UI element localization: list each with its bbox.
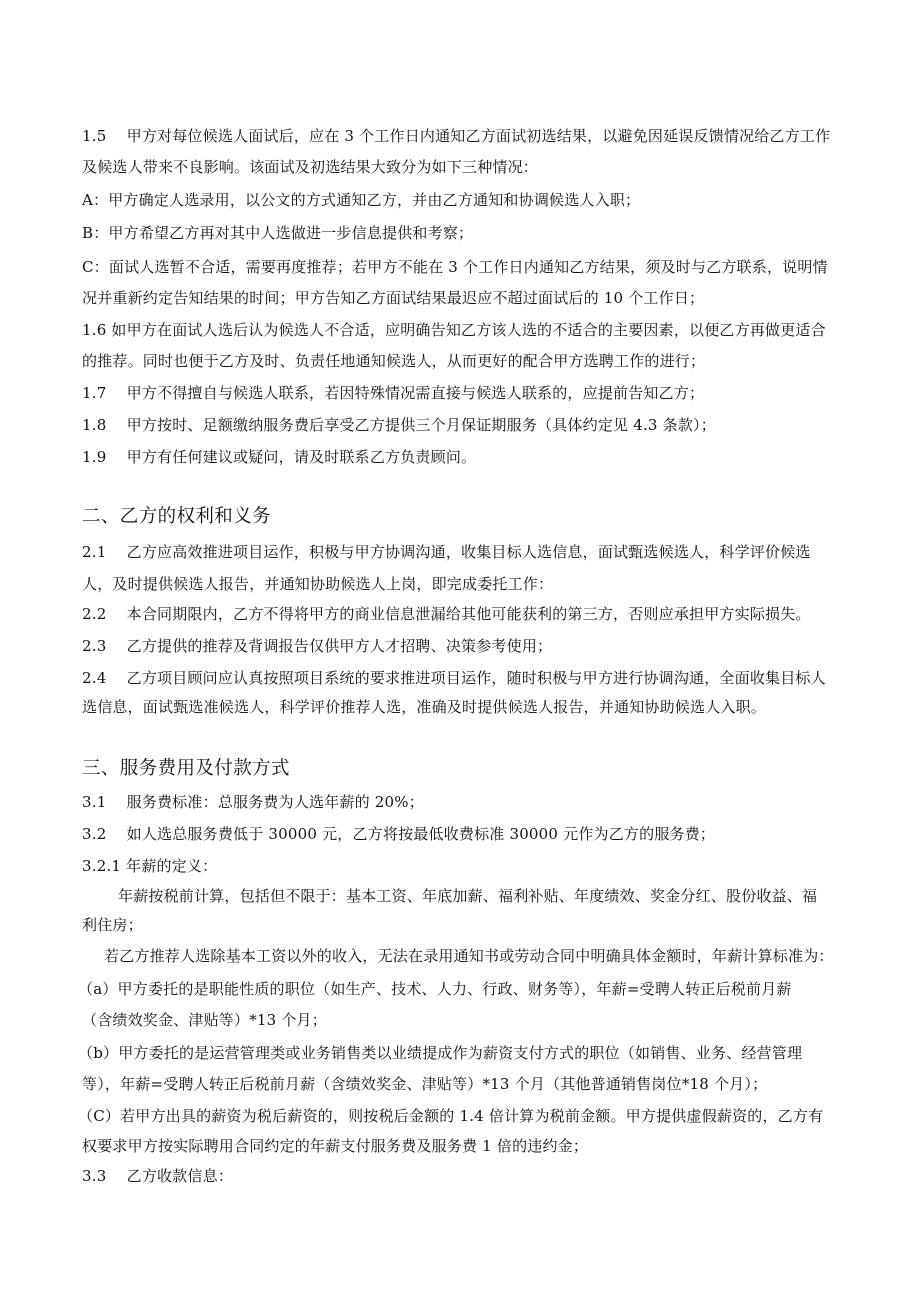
clause-1-5-line-2: 及候选人带来不良影响。该面试及初选结果大致分为如下三种情况：	[82, 158, 539, 176]
section-2-heading: 二、乙方的权利和义务	[82, 506, 272, 527]
clause-2-4-line-1: 2.4 乙方项目顾问应认真按照项目系统的要求推进项目运作，随时积极与甲方进行协调沟通，全面收集目标人	[82, 669, 826, 687]
clause-3-2-line: 3.2 如人选总服务费低于 30000 元，乙方将按最低收费标准 30000 元作为乙方的服务费；	[82, 825, 716, 843]
section-3-heading: 三、服务费用及付款方式	[82, 758, 290, 779]
clause-2-1-line-1: 2.1 乙方应高效推进项目运作，积极与甲方协调沟通，收集目标人选信息，面试甄选候选人，科学评价候选	[82, 543, 811, 561]
clause-3-3-line: 3.3 乙方收款信息：	[82, 1167, 234, 1185]
clause-1-5-line-1: 1.5 甲方对每位候选人面试后，应在 3 个工作日内通知乙方面试初选结果，以避免因延误反馈情况给乙方工作	[82, 127, 831, 145]
item-a-line-2: （含绩效奖金、津贴等）*13 个月；	[82, 1011, 327, 1029]
clause-1-8-line: 1.8 甲方按时、足额缴纳服务费后享受乙方提供三个月保证期服务（具体约定见 4.3 条款）；	[82, 416, 716, 434]
annual-salary-definition-line-1: 年薪按税前计算，包括但不限于：基本工资、年底加薪、福利补贴、年度绩效、奖金分红、股份收益、福	[118, 887, 818, 905]
clause-1-9-line: 1.9 甲方有任何建议或疑问，请及时联系乙方负责顾问。	[82, 448, 477, 466]
clause-2-4-line-2: 选信息，面试甄选准候选人，科学评价推荐人选，准确及时提供候选人报告，并通知协助候选人入职。	[82, 698, 767, 716]
item-a-line-1: （a）甲方委托的是职能性质的职位（如生产、技术、人力、行政、财务等），年薪=受聘人转正后税前月薪	[78, 980, 792, 998]
option-c-line-2: 况并重新约定告知结果的时间；甲方告知乙方面试结果最迟应不超过面试后的 10 个工作日；	[82, 289, 705, 307]
clause-1-7-line: 1.7 甲方不得擅自与候选人联系，若因特殊情况需直接与候选人联系的，应提前告知乙方；	[82, 384, 705, 402]
clause-3-2-1-line: 3.2.1 年薪的定义：	[82, 857, 218, 875]
clause-2-1-line-2: 人，及时提供候选人报告，并通知协助候选人上岗，即完成委托工作：	[82, 575, 554, 593]
item-b-line-2: 等），年薪=受聘人转正后税前月薪（含绩效奖金、津贴等）*13 个月（其他普通销售岗位*18 个月）；	[82, 1075, 768, 1093]
clause-2-3-line: 2.3 乙方提供的推荐及背调报告仅供甲方人才招聘、决策参考使用；	[82, 637, 553, 655]
item-b-line-1: （b）甲方委托的是运营管理类或业务销售类以业绩提成作为薪资支付方式的职位（如销售、业务、经营管理	[78, 1044, 803, 1062]
clause-1-6-line-1: 1.6 如甲方在面试人选后认为候选人不合适，应明确告知乙方该人选的不适合的主要因素，以便乙方再做更适合	[82, 321, 826, 339]
clause-1-6-line-2: 的推荐。同时也便于乙方及时、负责任地通知候选人，从而更好的配合甲方选聘工作的进行；	[82, 352, 706, 370]
option-c-line-1: C：面试人选暂不合适，需要再度推荐；若甲方不能在 3 个工作日内通知乙方结果，须及时与乙方联系，说明情	[82, 258, 828, 276]
option-a-line: A：甲方确定人选录用，以公文的方式通知乙方，并由乙方通知和协调候选人入职；	[82, 191, 641, 209]
salary-standard-line: 若乙方推荐人选除基本工资以外的收入，无法在录用通知书或劳动合同中明确具体金额时，年薪计算标准为：	[104, 947, 834, 965]
item-c-line-1: （C）若甲方出具的薪资为税后薪资的，则按税后金额的 1.4 倍计算为税前金额。甲方提供虚假薪资的，乙方有	[78, 1107, 824, 1125]
annual-salary-definition-line-2: 利住房；	[82, 916, 143, 934]
clause-2-2-line: 2.2 本合同期限内，乙方不得将甲方的商业信息泄漏给其他可能获利的第三方，否则应承担甲方实际损失。	[82, 605, 811, 623]
item-c-line-2: 权要求甲方按实际聘用合同约定的年薪支付服务费及服务费 1 倍的违约金；	[82, 1137, 589, 1155]
option-b-line: B：甲方希望乙方再对其中人选做进一步信息提供和考察；	[82, 224, 474, 242]
clause-3-1-line: 3.1 服务费标准：总服务费为人选年薪的 20%；	[82, 793, 424, 811]
